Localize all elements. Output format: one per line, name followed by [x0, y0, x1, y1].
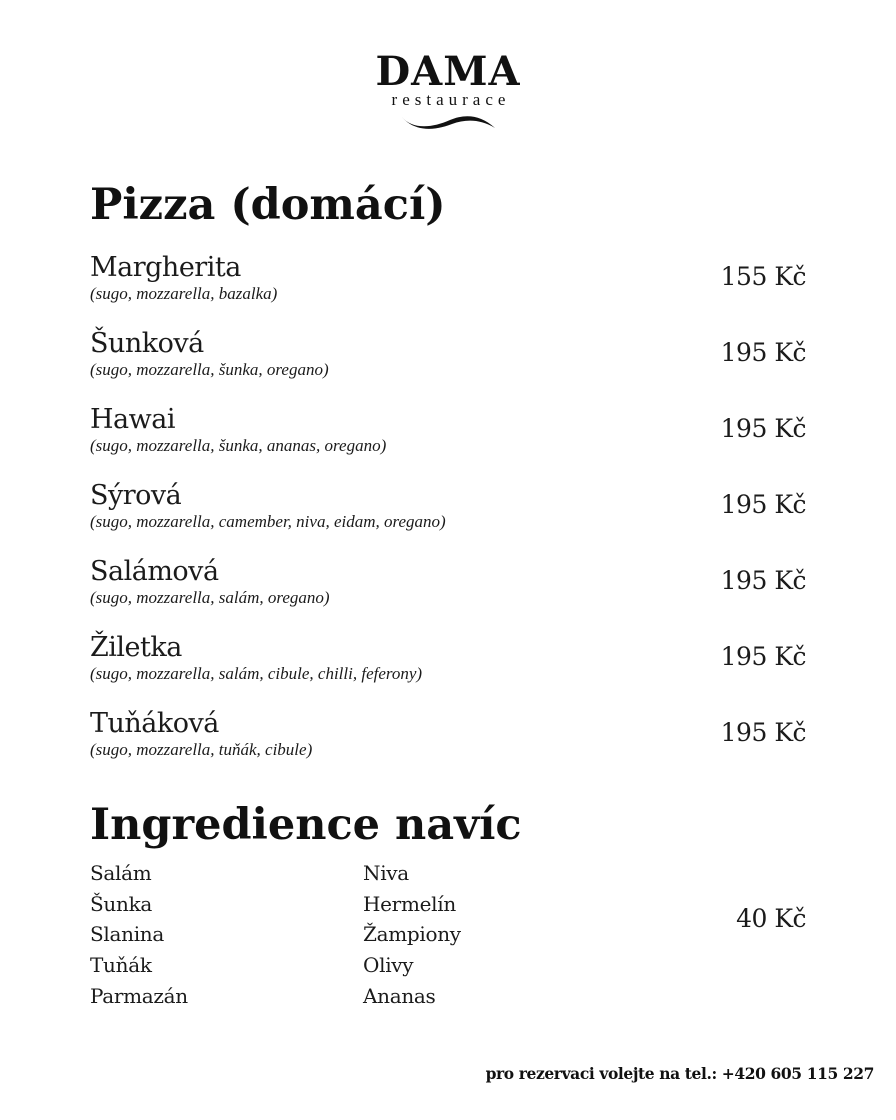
menu-item-price: 195 Kč [720, 490, 806, 519]
extras-section-heading: Ingredience navíc [90, 800, 522, 850]
menu-item-price: 195 Kč [720, 414, 806, 443]
menu-item [90, 480, 806, 556]
extra-ingredient: Žampiony [363, 922, 461, 947]
menu-item [90, 556, 806, 632]
menu-item-name: Salámová [90, 556, 219, 587]
menu-item-description: (sugo, mozzarella, salám, oregano) [90, 588, 330, 607]
pizza-menu-list [90, 252, 806, 784]
extras-column-a [90, 858, 188, 1012]
menu-item [90, 328, 806, 404]
logo-swoosh-icon [398, 108, 498, 134]
extra-ingredient: Slanina [90, 922, 165, 947]
extra-ingredient: Šunka [90, 891, 153, 916]
menu-item-price: 195 Kč [720, 718, 806, 747]
extra-ingredient: Ananas [363, 983, 436, 1008]
menu-item [90, 404, 806, 480]
extra-ingredient: Parmazán [90, 983, 188, 1008]
menu-item-price: 195 Kč [720, 642, 806, 671]
menu-item [90, 632, 806, 708]
menu-item-description: (sugo, mozzarella, bazalka) [90, 284, 278, 303]
restaurant-logo [0, 48, 896, 134]
extra-ingredient: Salám [90, 861, 152, 885]
menu-item-name: Margherita [90, 252, 241, 283]
extra-ingredient: Hermelín [363, 891, 456, 916]
extras-list [90, 858, 806, 1018]
menu-item [90, 252, 806, 328]
menu-item-name: Sýrová [90, 480, 182, 511]
menu-item-name: Žiletka [90, 632, 182, 663]
logo-title: DAMA [375, 48, 521, 95]
menu-item-price: 195 Kč [720, 338, 806, 367]
extra-ingredient: Tuňák [90, 953, 152, 978]
menu-item-name: Tuňáková [90, 708, 219, 739]
menu-item-name: Hawai [90, 404, 175, 435]
menu-item-price: 155 Kč [720, 262, 806, 291]
reservation-phone-footer: pro rezervaci volejte na tel.: +420 605 115 227 [485, 1064, 874, 1083]
menu-item-description: (sugo, mozzarella, tuňák, cibule) [90, 740, 313, 759]
menu-item-description: (sugo, mozzarella, šunka, oregano) [90, 360, 329, 379]
extras-column-b [363, 858, 461, 1012]
menu-item [90, 708, 806, 784]
pizza-section-heading: Pizza (domácí) [90, 180, 446, 230]
menu-item-price: 195 Kč [720, 566, 806, 595]
extra-ingredient: Olivy [363, 953, 414, 978]
menu-item-name: Šunková [90, 328, 204, 359]
extra-ingredient: Niva [363, 861, 409, 885]
menu-item-description: (sugo, mozzarella, camember, niva, eidam, oregano) [90, 512, 446, 531]
extras-price: 40 Kč [736, 904, 806, 933]
logo-subtitle: restaurace [391, 90, 511, 109]
menu-item-description: (sugo, mozzarella, šunka, ananas, oregano) [90, 436, 387, 455]
menu-item-description: (sugo, mozzarella, salám, cibule, chilli, feferony) [90, 664, 423, 683]
